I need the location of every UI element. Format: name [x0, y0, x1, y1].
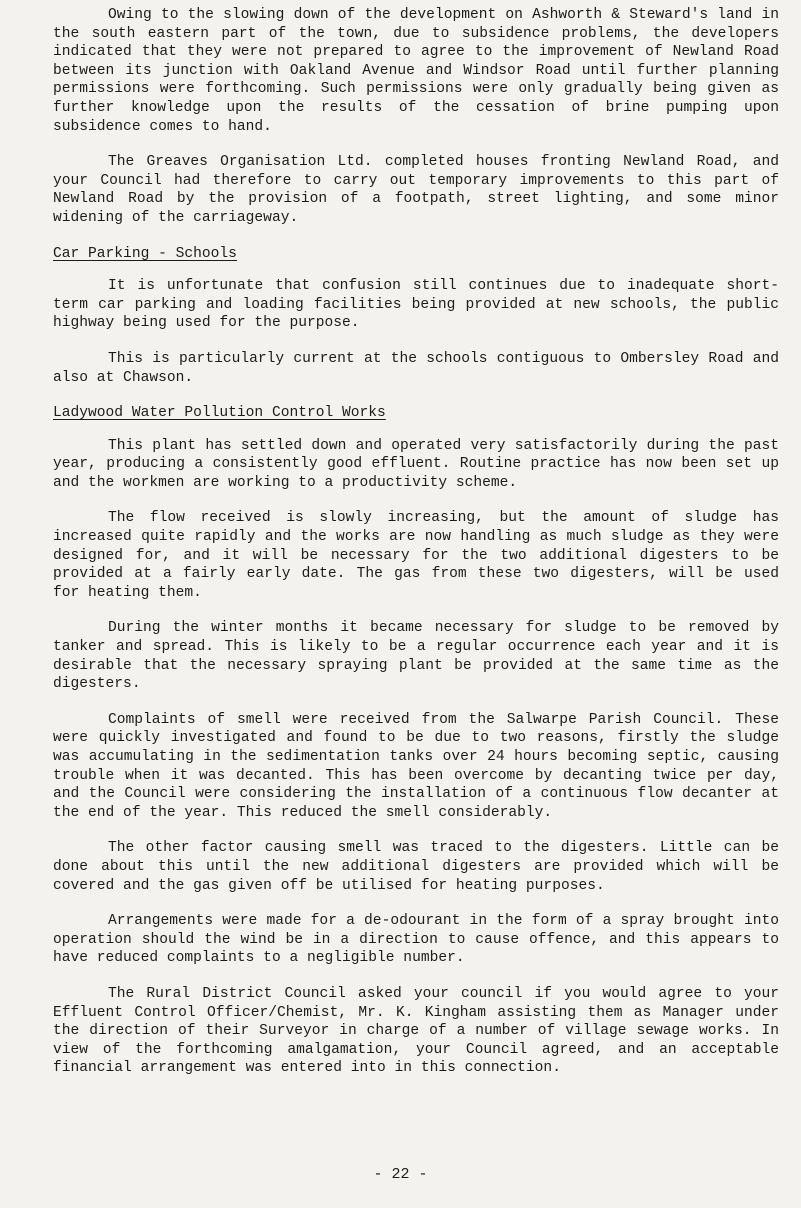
paragraph-rural-district-council: The Rural District Council asked your council if you would agree to your Effluent Control Officer/Chemist, Mr. K. Kingham assisting them as Manager under the direction of their Surveyor in charge of a number of village sewage works. In view of the forthcoming amalgamation, your Council agreed, and an acceptable financial arrangement was entered into in this connection.	[53, 985, 779, 1077]
paragraph-plant-settled: This plant has settled down and operated very satisfactorily during the past year, producing a consistently good effluent. Routine practice has now been set up and the workmen are working to a productivity scheme.	[53, 437, 779, 491]
paragraph-winter-sludge-removal: During the winter months it became necessary for sludge to be removed by tanker and spread. This is likely to be a regular occurrence each year and it is desirable that the necessary spraying plant be provided at the same time as the digesters.	[53, 620, 779, 693]
paragraph-flow-and-sludge: The flow received is slowly increasing, but the amount of sludge has increased quite rapidly and the works are now handling as much sludge as they were designed for, and it will be necessary for the two additional digesters to be provided at a fairly early date. The gas from these two digesters, will be used for heating them.	[53, 510, 779, 601]
paragraph-smell-complaints: Complaints of smell were received from the Salwarpe Parish Council. These were quickly investigated and found to be due to two reasons, firstly the sludge was accumulating in the sedimentation tanks over 24 hours becoming septic, causing trouble when it was decanted. This has been overcome by decanting twice per day, and the Council were considering the installation of a continuous flow decanter at the end of the year. This reduced the smell considerably.	[53, 711, 779, 821]
page-number: - 22 -	[373, 1166, 428, 1183]
paragraph-car-parking-confusion: It is unfortunate that confusion still continues due to inadequate short-term car parking and loading facilities being provided at new schools, the public highway being used for the purpose.	[53, 278, 779, 332]
paragraph-deodourant-spray: Arrangements were made for a de-odourant in the form of a spray brought into operation should the wind be in a direction to cause offence, and this appears to have reduced complaints to a negligible number.	[53, 913, 779, 967]
heading-ladywood-works: Ladywood Water Pollution Control Works	[53, 405, 386, 422]
heading-car-parking-schools: Car Parking - Schools	[53, 245, 237, 262]
paragraph-greaves-organisation: The Greaves Organisation Ltd. completed houses fronting Newland Road, and your Council had therefore to carry out temporary improvements to this part of Newland Road by the provision of a footpath, street lighting, and some minor widening of the carriageway.	[53, 154, 779, 226]
paragraph-ombersley-road-schools: This is particularly current at the schools contiguous to Ombersley Road and also at Chawson.	[53, 350, 779, 386]
paragraph-digesters-smell: The other factor causing smell was traced to the digesters. Little can be done about this until the new additional digesters are provided which will be covered and the gas given off be utilised for heating purposes.	[53, 840, 779, 894]
paragraph-newland-road-development: Owing to the slowing down of the development on Ashworth & Steward's land in the south eastern part of the town, due to subsidence problems, the developers indicated that they were not prepared to agree to the improvement of Newland Road between its junction with Oakland Avenue and Windsor Road until further planning permissions were forthcoming. Such permissions were only gradually being given as further knowledge upon the results of the cessation of brine pumping upon subsidence comes to hand.	[53, 7, 779, 135]
